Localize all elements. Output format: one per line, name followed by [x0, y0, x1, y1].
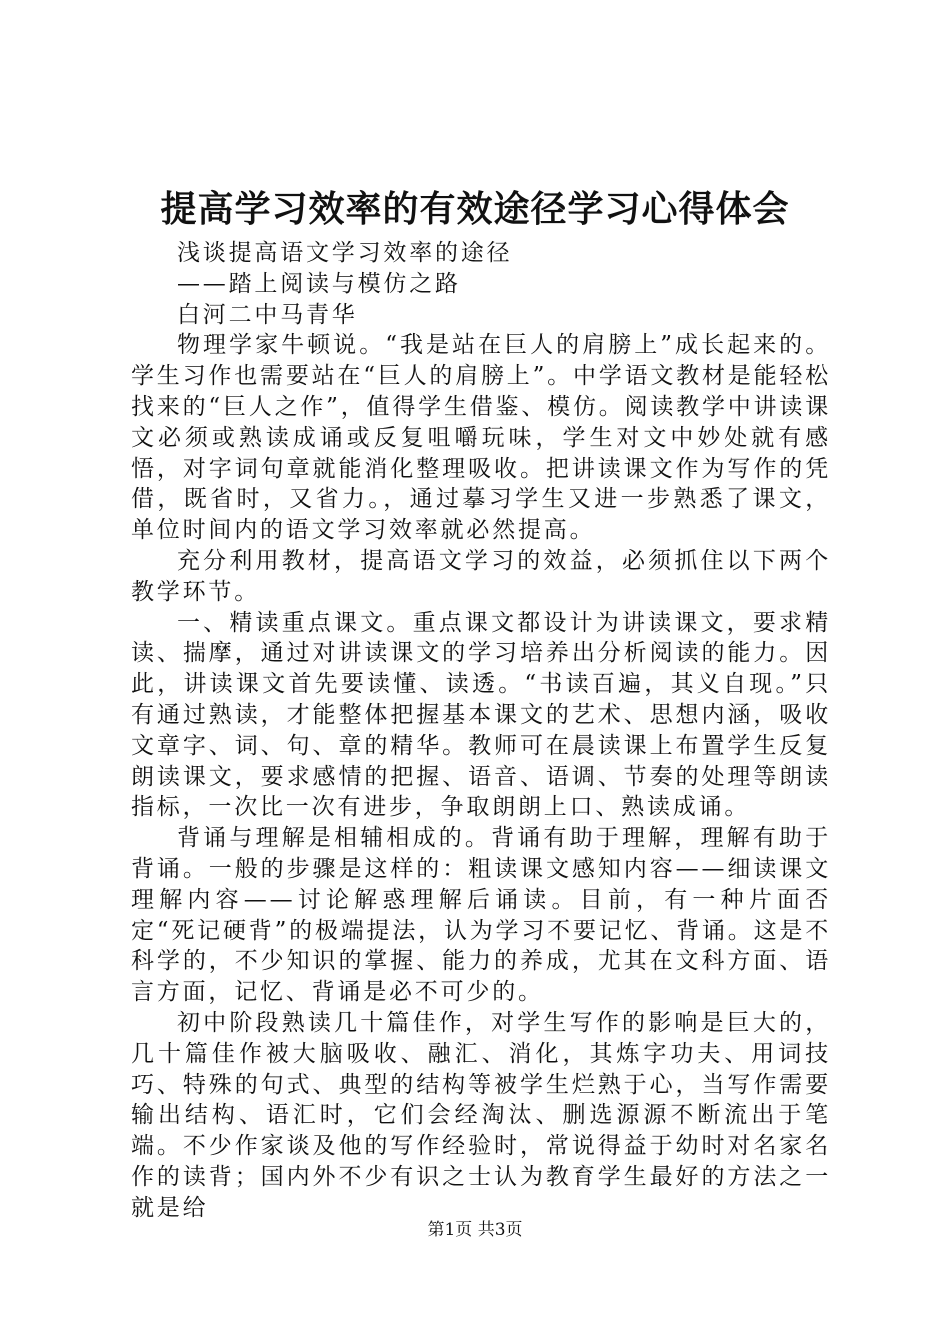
- body-paragraph: 初中阶段熟读几十篇佳作，对学生写作的影响是巨大的，几十篇佳作被大脑吸收、融汇、消化，其炼字功夫、用词技巧、特殊的句式、典型的结构等被学生烂熟于心，当写作需要输出结构、语汇时，它们会经淘汰、删选源源不断流出于笔端。不少作家谈及他的写作经验时，常说得益于幼时对名家名作的读背；国内外不少有识之士认为教育学生最好的方法之一就是给: [131, 1009, 831, 1221]
- document-body: [131, 238, 831, 1224]
- document-title: 提高学习效率的有效途径学习心得体会: [160, 189, 790, 230]
- body-paragraph: 充分利用教材，提高语文学习的效益，必须抓住以下两个教学环节。: [131, 547, 831, 605]
- subtitle: 浅谈提高语文学习效率的途径: [177, 240, 513, 266]
- page-number: 第1页 共3页: [427, 1220, 523, 1240]
- author-line: 白河二中马青华: [177, 301, 358, 328]
- subtitle-secondary: ——踏上阅读与模仿之路: [177, 270, 461, 297]
- body-paragraph: 物理学家牛顿说。“我是站在巨人的肩膀上”成长起来的。学生习作也需要站在“巨人的肩膀上”。中学语文教材是能轻松找来的“巨人之作”，值得学生借鉴、模仿。阅读教学中讲读课文必须或熟读成诵或反复咀嚼玩味，学生对文中妙处就有感悟，对字词句章就能消化整理吸收。把讲读课文作为写作的凭借，既省时，又省力。，通过摹习学生又进一步熟悉了课文，单位时间内的语文学习效率就必然提高。: [131, 332, 831, 544]
- body-paragraph: 一、精读重点课文。重点课文都设计为讲读课文，要求精读、揣摩，通过对讲读课文的学习培养出分析阅读的能力。因此，讲读课文首先要读懂、读透。“书读百遍，其义自现。”只有通过熟读，才能整体把握基本课文的艺术、思想内涵，吸收文章字、词、句、章的精华。教师可在晨读课上布置学生反复朗读课文，要求感情的把握、语音、语调、节奏的处理等朗读指标，一次比一次有进步，争取朗朗上口、熟读成诵。: [131, 609, 831, 821]
- body-paragraph: 背诵与理解是相辅相成的。背诵有助于理解，理解有助于背诵。一般的步骤是这样的：粗读课文感知内容——细读课文理解内容——讨论解惑理解后诵读。目前，有一种片面否定“死记硬背”的极端提法，认为学习不要记忆、背诵。这是不科学的，不少知识的掌握、能力的养成，尤其在文科方面、语言方面，记忆、背诵是必不可少的。: [131, 825, 831, 1006]
